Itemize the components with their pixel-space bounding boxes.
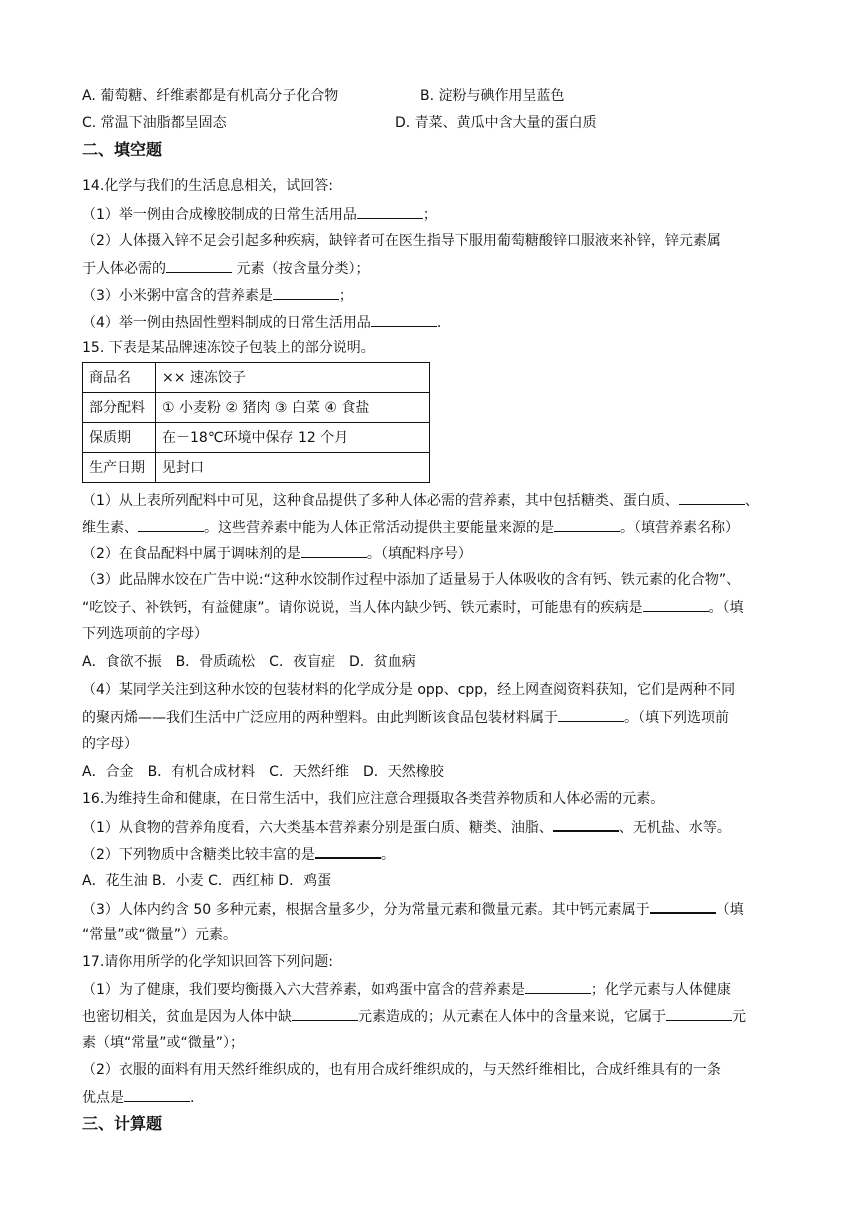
q15-part4-line1: （4）某同学关注到这种水饺的包装材料的化学成分是 opp、cpp，经上网查阅资料获知，它们是两种不同 [82, 682, 736, 698]
table-value: 在－18℃环境中保存 12 个月 [156, 423, 430, 453]
q15-part3-line2: “吃饺子、补铁钙，有益健康”。请你说说，当人体内缺少钙、铁元素时，可能患有的疾病是 。（填 [82, 597, 744, 618]
q13-option-b: B. 淀粉与碘作用呈蓝色 [420, 88, 565, 104]
q14-part1: （1）举一例由合成橡胶制成的日常生活用品 ； [82, 204, 437, 225]
table-value: ×× 速冻饺子 [156, 363, 430, 393]
table-key: 保质期 [83, 423, 156, 453]
section-title-fill-blank: 二、填空题 [82, 140, 163, 159]
q16-stem: 16.为维持生命和健康，在日常生活中，我们应注意合理摄取各类营养物质和人体必需的元素。 [82, 791, 665, 807]
q16-part2: （2）下列物质中含糖类比较丰富的是 。 [82, 843, 395, 865]
q14-part3: （3）小米粥中富含的营养素是 ； [82, 285, 353, 306]
table-key: 生产日期 [83, 453, 156, 483]
q17-part2-line2: 优点是 . [82, 1087, 194, 1108]
q15-part3-line3: 下列选项前的字母） [82, 626, 208, 642]
answer-blank[interactable] [554, 517, 620, 532]
answer-blank[interactable] [315, 843, 381, 859]
table-row [83, 423, 430, 453]
answer-blank[interactable] [166, 258, 232, 273]
answer-blank[interactable] [650, 898, 716, 914]
table-value: ① 小麦粉 ② 猪肉 ③ 白菜 ④ 食盐 [156, 393, 430, 423]
answer-blank[interactable] [273, 285, 339, 300]
table-row [83, 363, 430, 393]
q16-part3-line2: “常量”或“微量”）元素。 [82, 927, 238, 943]
q15-part1-line1: （1）从上表所列配料中可见，这种食品提供了多种人体必需的营养素，其中包括糖类、蛋白质、 、 [82, 490, 759, 511]
answer-blank[interactable] [357, 204, 423, 219]
q13-option-a: A. 葡萄糖、纤维素都是有机高分子化合物 [82, 88, 339, 104]
table-key: 商品名 [83, 363, 156, 393]
q17-part1-line2: 也密切相关，贫血是因为人体中缺 元素造成的；从元素在人体中的含量来说，它属于 元 [82, 1006, 746, 1027]
answer-blank[interactable] [138, 517, 204, 532]
q15-part3-line1: （3）此品牌水饺在广告中说:“这种水饺制作过程中添加了适量易于人体吸收的含有钙、铁元素的化合物”、 [82, 572, 741, 588]
table-key: 部分配料 [83, 393, 156, 423]
q17-part2-line1: （2）衣服的面料有用天然纤维织成的，也有用合成纤维织成的，与天然纤维相比，合成纤维具有的一条 [82, 1062, 721, 1078]
answer-blank[interactable] [292, 1006, 358, 1021]
q16-part2-options: A．花生油 B．小麦 C．西红柿 D．鸡蛋 [82, 873, 332, 889]
q15-part4-line3: 的字母） [82, 736, 138, 752]
answer-blank[interactable] [124, 1087, 190, 1102]
answer-blank[interactable] [301, 543, 367, 558]
q16-part1: （1）从食物的营养角度看，六大类基本营养素分别是蛋白质、糖类、油脂、 、无机盐、水等。 [82, 816, 731, 838]
table-row [83, 393, 430, 423]
answer-blank[interactable] [371, 312, 437, 327]
q16-part3-line1: （3）人体内约含 50 多种元素，根据含量多少，分为常量元素和微量元素。其中钙元素属于 （填 [82, 898, 744, 920]
answer-blank[interactable] [643, 597, 709, 612]
q15-part3-options: A．食欲不振 B．骨质疏松 C．夜盲症 D．贫血病 [82, 654, 416, 670]
product-info-table [82, 362, 430, 483]
answer-blank[interactable] [525, 979, 591, 994]
answer-blank[interactable] [558, 707, 624, 722]
table-row [83, 453, 430, 483]
answer-blank[interactable] [666, 1006, 732, 1021]
q15-part2: （2）在食品配料中属于调味剂的是 。（填配料序号） [82, 543, 472, 564]
q14-part2-line2: 于人体必需的 元素（按含量分类）； [82, 258, 369, 279]
q14-part4: （4）举一例由热固性塑料制成的日常生活用品 . [82, 312, 441, 333]
q17-part1-line1: （1）为了健康，我们要均衡摄入六大营养素，如鸡蛋中富含的营养素是 ；化学元素与人体健康 [82, 979, 731, 1000]
q17-stem: 17.请你用所学的化学知识回答下列问题: [82, 954, 333, 970]
q15-part1-line2: 维生素、 。这些营养素中能为人体正常活动提供主要能量来源的是 。（填营养素名称） [82, 517, 739, 538]
q13-option-c: C. 常温下油脂都呈固态 [82, 115, 227, 131]
q15-part4-options: A．合金 B．有机合成材料 C．天然纤维 D．天然橡胶 [82, 764, 444, 780]
q15-part4-line2: 的聚丙烯——我们生活中广泛应用的两种塑料。由此判断该食品包装材料属于 。（填下列选项前 [82, 707, 729, 728]
q15-stem: 15. 下表是某品牌速冻饺子包装上的部分说明。 [82, 340, 375, 356]
q17-part1-line3: 素（填“常量”或“微量”）； [82, 1035, 245, 1051]
answer-blank[interactable] [679, 490, 745, 505]
q13-option-d: D. 青菜、黄瓜中含大量的蛋白质 [395, 115, 597, 131]
q14-part2-line1: （2）人体摄入锌不足会引起多种疾病，缺锌者可在医生指导下服用葡萄糖酸锌口服液来补锌，锌元素属 [82, 233, 721, 249]
section-title-calculation: 三、计算题 [82, 1114, 163, 1133]
table-value: 见封口 [156, 453, 430, 483]
q14-stem: 14.化学与我们的生活息息相关，试回答: [82, 178, 333, 194]
answer-blank[interactable] [553, 816, 619, 832]
